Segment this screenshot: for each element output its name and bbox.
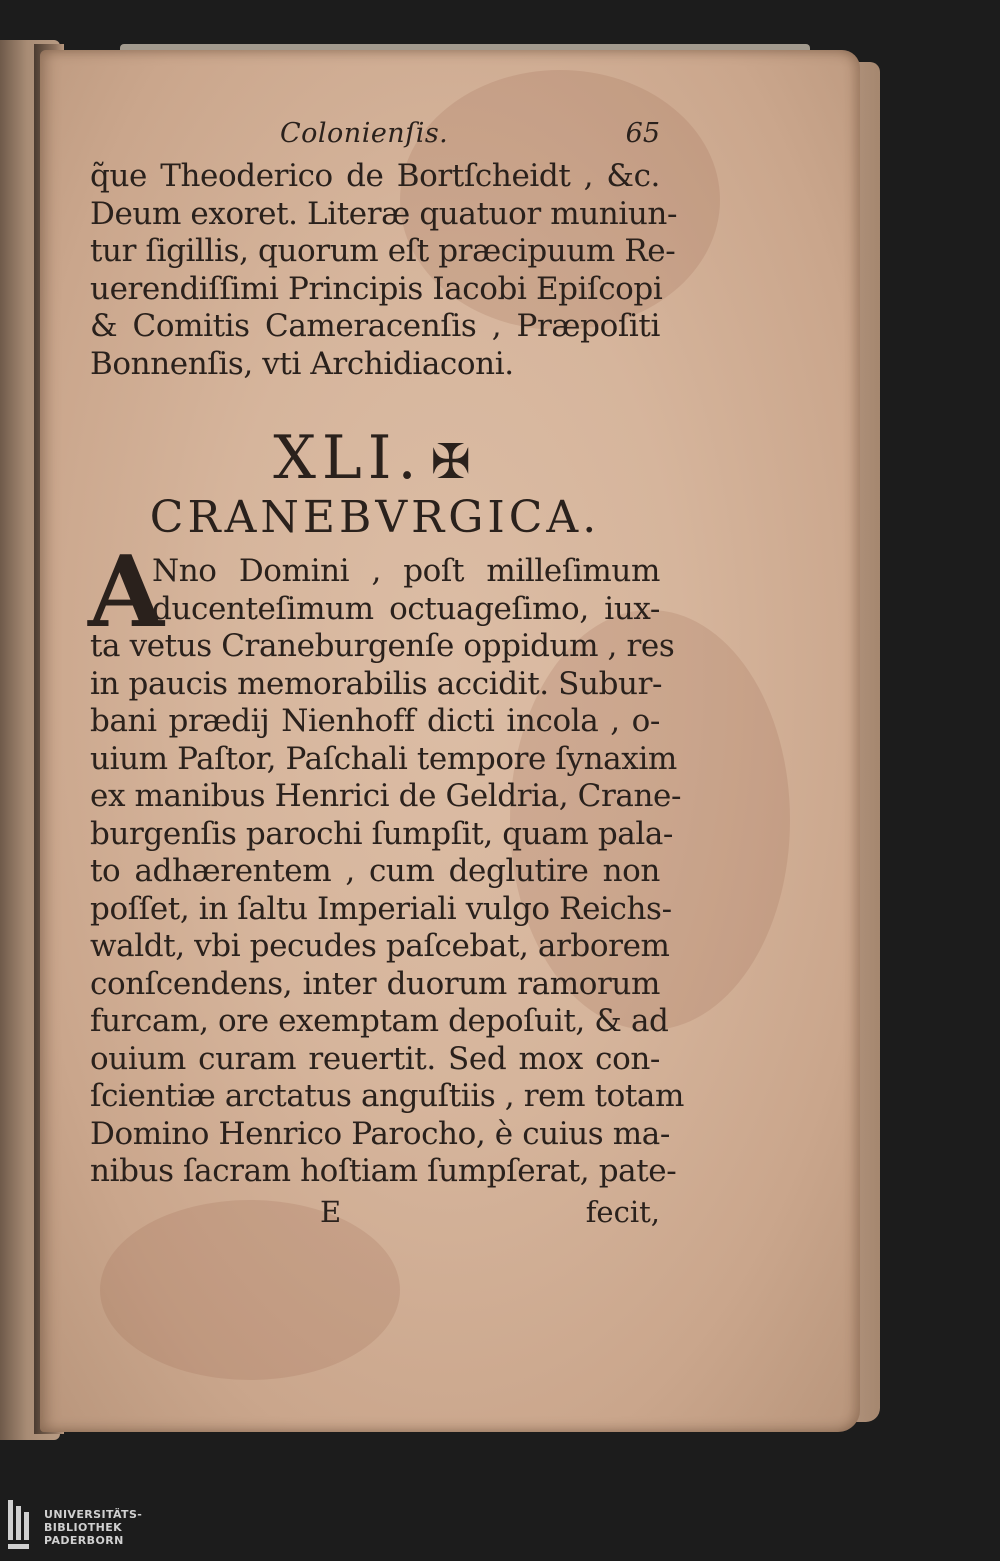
library-logo [8, 1500, 142, 1554]
logo-line: UNIVERSITÄTS- [44, 1507, 143, 1521]
text-line: q̃ue Theoderico de Bortſcheidt , &c. [90, 158, 660, 194]
text-line: ſcientiæ arctatus anguſtiis , rem totam [90, 1078, 684, 1114]
running-head-title: Colonienſis. [280, 118, 449, 149]
running-head [90, 118, 660, 158]
text-line: uium Paſtor, Paſchali tempore ſynaxim [90, 740, 677, 777]
text-line: burgenſis parochi ſumpſit, quam pala- [90, 815, 674, 852]
page-text [88, 118, 684, 1231]
text-line: & Comitis Cameracenſis , Præpoſiti [90, 308, 660, 344]
text-line: Nno Domini , poſt milleſimum [152, 553, 660, 589]
section-title: CRANEBVRGICA. [149, 492, 601, 543]
page-number: 65 [625, 118, 660, 149]
text-line: Domino Henrico Parocho, è cuius ma- [90, 1115, 670, 1152]
text-line: ex manibus Henrici de Geldria, Crane- [90, 778, 682, 814]
text-line: nibus ſacram hoſtiam ſumpſerat, pate- [90, 1153, 677, 1189]
text-line: ouium curam reuertit. Sed mox con- [90, 1040, 660, 1077]
text-line: in paucis memorabilis accidit. Subur- [90, 665, 663, 702]
section-number: XLI. [273, 423, 423, 493]
intro-paragraph [90, 158, 678, 383]
text-line: furcam, ore exemptam depoſuit, & ad [90, 1003, 669, 1039]
text-line: ducenteſimum octuageſimo, iux- [152, 590, 660, 627]
university-library-icon [8, 1500, 36, 1554]
logo-line: BIBLIOTHEK [44, 1520, 123, 1534]
library-logo-text [44, 1508, 142, 1547]
text-line: ta vetus Craneburgenſe oppidum , res [90, 628, 675, 664]
text-line: poſſet, in ſaltu Imperiali vulgo Reichs- [90, 890, 672, 927]
text-line: conſcendens, inter duorum ramorum [90, 965, 660, 1002]
text-line: waldt, vbi pecudes paſcebat, arborem [90, 928, 670, 964]
section-heading [90, 423, 660, 493]
text-line: bani prædij Nienhoff dicti incola , o- [90, 703, 660, 739]
drop-cap-initial: A [88, 535, 165, 650]
signature-mark: E [320, 1194, 342, 1229]
page-footer [90, 1195, 660, 1231]
text-line: uerendiſſimi Principis Iacobi Epiſcopi [90, 270, 663, 307]
logo-line: PADERBORN [44, 1533, 124, 1547]
text-line: to adhærentem , cum deglutire non [90, 853, 660, 889]
text-line: Bonnenſis, vti Archidiaconi. [90, 345, 514, 382]
body-paragraph [88, 535, 684, 1191]
cross-pattee-icon: ✠ [430, 434, 477, 491]
text-line: tur ſigillis, quorum eſt præcipuum Re- [90, 233, 676, 269]
catchword: fecit, [585, 1194, 660, 1229]
text-line: Deum exoret. Literæ quatuor muniun- [90, 195, 678, 232]
